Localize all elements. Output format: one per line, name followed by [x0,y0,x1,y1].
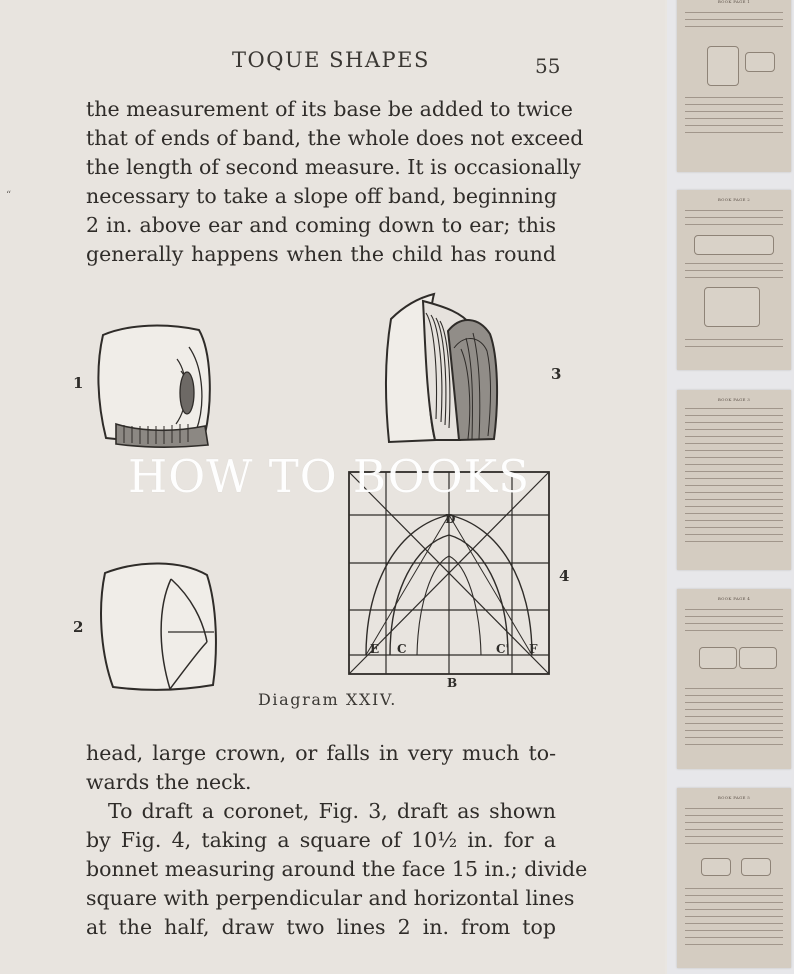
figure-label-4: 4 [559,567,570,585]
diagram-caption: Diagram XXIV. [258,690,397,709]
page-thumbnail[interactable] [677,390,791,570]
diagram-marker-c: C [397,642,407,656]
paragraph-line: To draft a coronet, Fig. 3, draft as shown [108,799,556,823]
watermark-text: HOW TO BOOKS [128,450,531,503]
diagram-marker-f: F [529,642,538,656]
diagram-marker-e: E [370,642,380,656]
page-number: 55 [535,54,561,78]
figure-label-3: 3 [551,365,562,383]
diagram-marker-d: D [445,512,456,526]
page-thumbnail[interactable] [677,589,791,769]
thumbnail-title: BOOK PAGE 2 [717,197,751,202]
paragraph-line: by Fig. 4, taking a square of 10½ in. for a [86,828,556,852]
paragraph-line: square with perpendicular and horizontal lines [86,886,575,910]
page-thumbnail[interactable] [677,788,791,968]
figure-label-1: 1 [73,374,84,392]
figure-label-2: 2 [73,618,84,636]
paragraph-line: that of ends of band, the whole does not exceed [86,126,584,150]
paragraph-line: generally happens when the child has round [86,242,556,266]
thumbnail-title: BOOK PAGE 1 [717,0,751,4]
paragraph-line: the length of second measure. It is occasionally [86,155,581,179]
figure-2-toque-shape [96,558,220,694]
thumbnail-title: BOOK PAGE 3 [717,397,751,402]
paragraph-line: head, large crown, or falls in very much to- [86,741,556,765]
page-thumbnail[interactable] [677,190,791,370]
figure-3-coronet-shape [381,291,507,447]
diagram-marker-b: B [447,676,458,690]
thumbnail-title: BOOK PAGE 5 [717,795,751,800]
paragraph-line: at the half, draw two lines 2 in. from top [86,915,556,939]
figure-1-toque-shape [94,322,216,448]
paragraph-line: bonnet measuring around the face 15 in.; divide [86,857,588,881]
thumbnail-title: BOOK PAGE 4 [717,596,751,601]
paragraph-line: wards the neck. [86,770,252,794]
page-thumbnail[interactable] [677,0,791,172]
page-edge-mark: “ [6,190,12,201]
paragraph-line: necessary to take a slope off band, beginning [86,184,558,208]
paragraph-line: 2 in. above ear and coming down to ear; this [86,213,556,237]
page-title: TOQUE SHAPES [232,48,430,72]
page-thumbnail-strip[interactable] [667,0,794,974]
paragraph-line: the measurement of its base be added to twice [86,97,573,121]
diagram-marker-c-prime: C' [496,642,510,656]
